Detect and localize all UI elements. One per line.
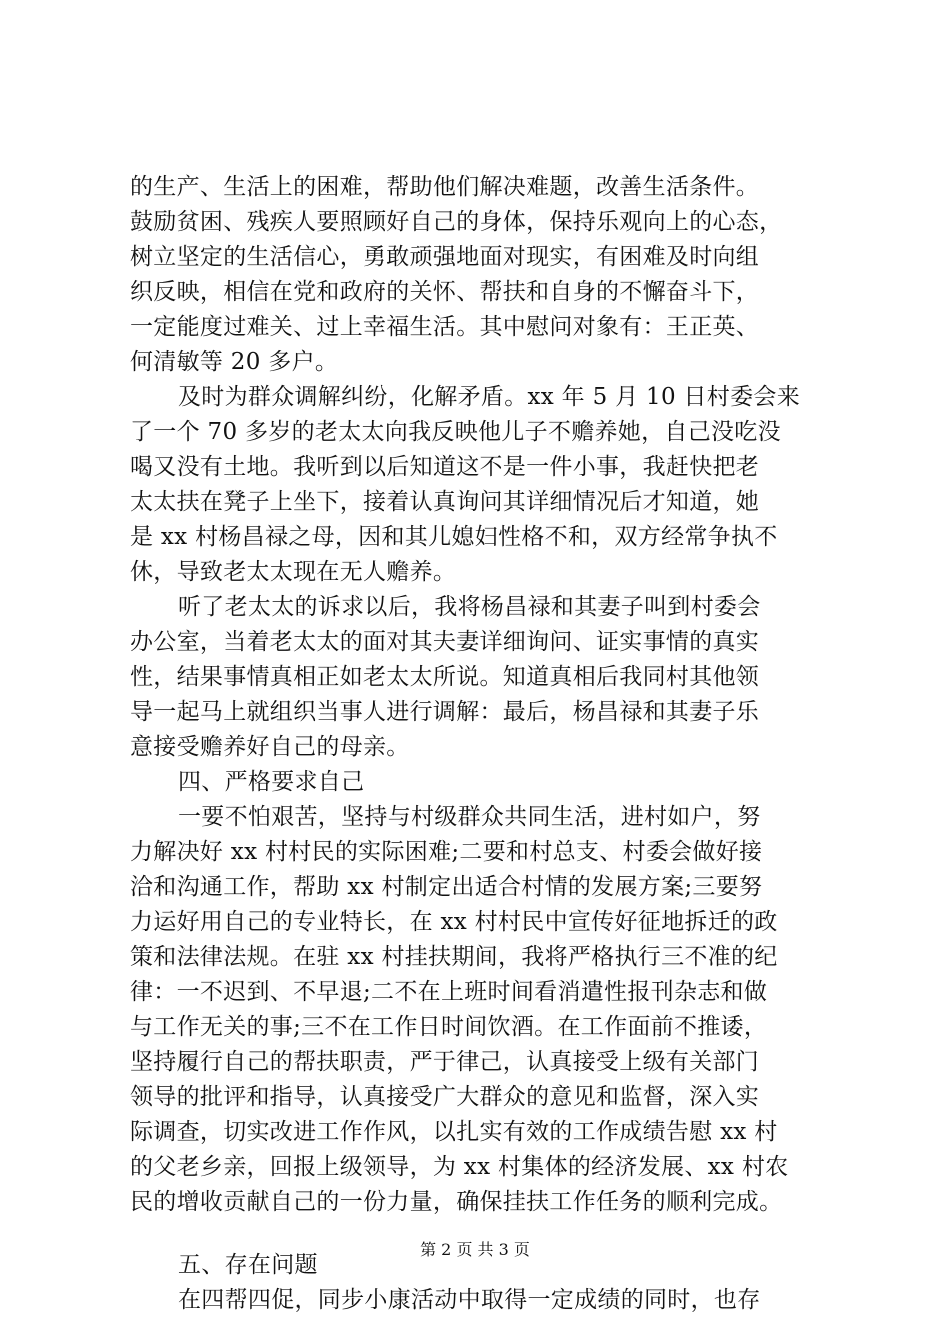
text-line: 力运好用自己的专业特长，在 xx 村村民中宣传好征地拆迁的政 xyxy=(130,909,778,935)
text-line: 策和法律法规。在驻 xx 村挂扶期间，我将严格执行三不准的纪 xyxy=(130,944,778,970)
text-line: 导一起马上就组织当事人进行调解：最后，杨昌禄和其妻子乐 xyxy=(130,699,760,725)
text-line: 喝又没有土地。我听到以后知道这不是一件小事，我赶快把老 xyxy=(130,454,760,480)
text-line: 的生产、生活上的困难，帮助他们解决难题，改善生活条件。 xyxy=(130,174,760,200)
text-line: 织反映，相信在党和政府的关怀、帮扶和自身的不懈奋斗下， xyxy=(130,279,760,305)
text-line: 鼓励贫困、残疾人要照顾好自己的身体，保持乐观向上的心态， xyxy=(130,209,783,235)
text-line: 的父老乡亲，回报上级领导，为 xx 村集体的经济发展、xx 村农 xyxy=(130,1154,789,1180)
text-line: 力解决好 xx 村村民的实际困难;二要和村总支、村委会做好接 xyxy=(130,839,763,865)
text-line: 休，导致老太太现在无人赡养。 xyxy=(130,559,457,585)
text-line: 一要不怕艰苦，坚持与村级群众共同生活，进村如户，努 xyxy=(178,804,761,830)
text-line: 意接受赡养好自己的母亲。 xyxy=(130,734,410,760)
text-line: 是 xx 村杨昌禄之母，因和其儿媳妇性格不和，双方经常争执不 xyxy=(130,524,778,550)
page-footer: 第 2 页 共 3 页 xyxy=(420,1240,530,1259)
text-line: 及时为群众调解纠纷，化解矛盾。xx 年 5 月 10 日村委会来 xyxy=(178,384,800,410)
paragraph xyxy=(130,800,830,1220)
text-line: 四、严格要求自己 xyxy=(178,769,365,795)
text-line: 律：一不迟到、不早退;二不在上班时间看消遣性报刊杂志和做 xyxy=(130,979,768,1005)
paragraph xyxy=(130,170,830,380)
text-line: 五、存在问题 xyxy=(178,1252,318,1278)
text-line: 了一个 70 多岁的老太太向我反映他儿子不赡养她，自己没吃没 xyxy=(130,419,781,445)
text-line: 民的增收贡献自己的一份力量，确保挂扶工作任务的顺利完成。 xyxy=(130,1189,783,1215)
paragraph xyxy=(130,1283,830,1318)
text-line: 际调查，切实改进工作作风，以扎实有效的工作成绩告慰 xx 村 xyxy=(130,1119,778,1145)
document-body xyxy=(130,170,830,1318)
text-line: 办公室，当着老太太的面对其夫妻详细询问、证实事情的真实 xyxy=(130,629,760,655)
text-line: 领导的批评和指导，认真接受广大群众的意见和监督，深入实 xyxy=(130,1084,760,1110)
text-line: 一定能度过难关、过上幸福生活。其中慰问对象有：王正英、 xyxy=(130,314,760,340)
text-line: 洽和沟通工作，帮助 xx 村制定出适合村情的发展方案;三要努 xyxy=(130,874,763,900)
paragraph xyxy=(130,765,830,800)
paragraph xyxy=(130,590,830,765)
paragraph xyxy=(130,380,830,590)
text-line: 树立坚定的生活信心，勇敢顽强地面对现实，有困难及时向组 xyxy=(130,244,760,270)
text-line: 坚持履行自己的帮扶职责，严于律己，认真接受上级有关部门 xyxy=(130,1049,760,1075)
text-line: 听了老太太的诉求以后，我将杨昌禄和其妻子叫到村委会 xyxy=(178,594,761,620)
text-line: 性，结果事情真相正如老太太所说。知道真相后我同村其他领 xyxy=(130,664,760,690)
text-line: 太太扶在凳子上坐下，接着认真询问其详细情况后才知道，她 xyxy=(130,489,760,515)
text-line: 何清敏等 20 多户。 xyxy=(130,349,339,375)
text-line: 与工作无关的事;三不在工作日时间饮酒。在工作面前不推诿， xyxy=(130,1014,768,1040)
text-line: 在四帮四促，同步小康活动中取得一定成绩的同时，也存 xyxy=(178,1287,761,1313)
